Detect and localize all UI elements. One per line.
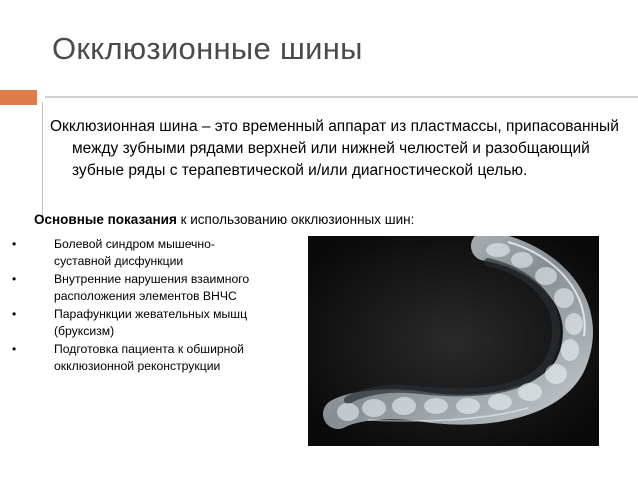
side-rule bbox=[42, 102, 43, 218]
indications-bold: Основные показания bbox=[34, 212, 177, 227]
indications-rest: к использованию окклюзионных шин: bbox=[176, 212, 415, 227]
list-item-line: окклюзионной реконструкции bbox=[54, 359, 221, 373]
bullet-icon: • bbox=[12, 272, 17, 286]
indications-heading bbox=[34, 212, 414, 227]
list-item-line: Подготовка пациента к обширной bbox=[54, 342, 244, 356]
list-item bbox=[12, 271, 284, 305]
occlusal-splint-photo bbox=[308, 236, 599, 446]
splint-image-icon bbox=[308, 236, 599, 446]
title-rule bbox=[45, 96, 638, 98]
accent-square bbox=[0, 90, 37, 105]
list-item bbox=[12, 236, 284, 270]
list-item-line: суставной дисфункции bbox=[54, 254, 184, 268]
list-item bbox=[12, 306, 284, 340]
bullet-icon: • bbox=[12, 307, 17, 321]
list-item-line: Внутренние нарушения взаимного bbox=[54, 272, 250, 286]
list-item-line: расположения элементов ВНЧС bbox=[54, 289, 237, 303]
bullet-icon: • bbox=[12, 237, 17, 251]
definition-paragraph: Окклюзионная шина – это временный аппарат из пластмассы, припасованный между зубными рядами верхней или нижней челюстей и разобщающий зубные ряды с терапевтической и/или диагностической целью. bbox=[50, 118, 619, 179]
list-item-line: Болевой синдром мышечно- bbox=[54, 237, 215, 251]
list-item-line: (бруксизм) bbox=[54, 324, 115, 338]
bullet-icon: • bbox=[12, 342, 17, 356]
list-item bbox=[12, 341, 284, 375]
list-item-line: Парафункции жевательных мышц bbox=[54, 307, 248, 321]
slide-title: Окклюзионные шины bbox=[52, 31, 363, 66]
indications-list bbox=[12, 236, 284, 376]
